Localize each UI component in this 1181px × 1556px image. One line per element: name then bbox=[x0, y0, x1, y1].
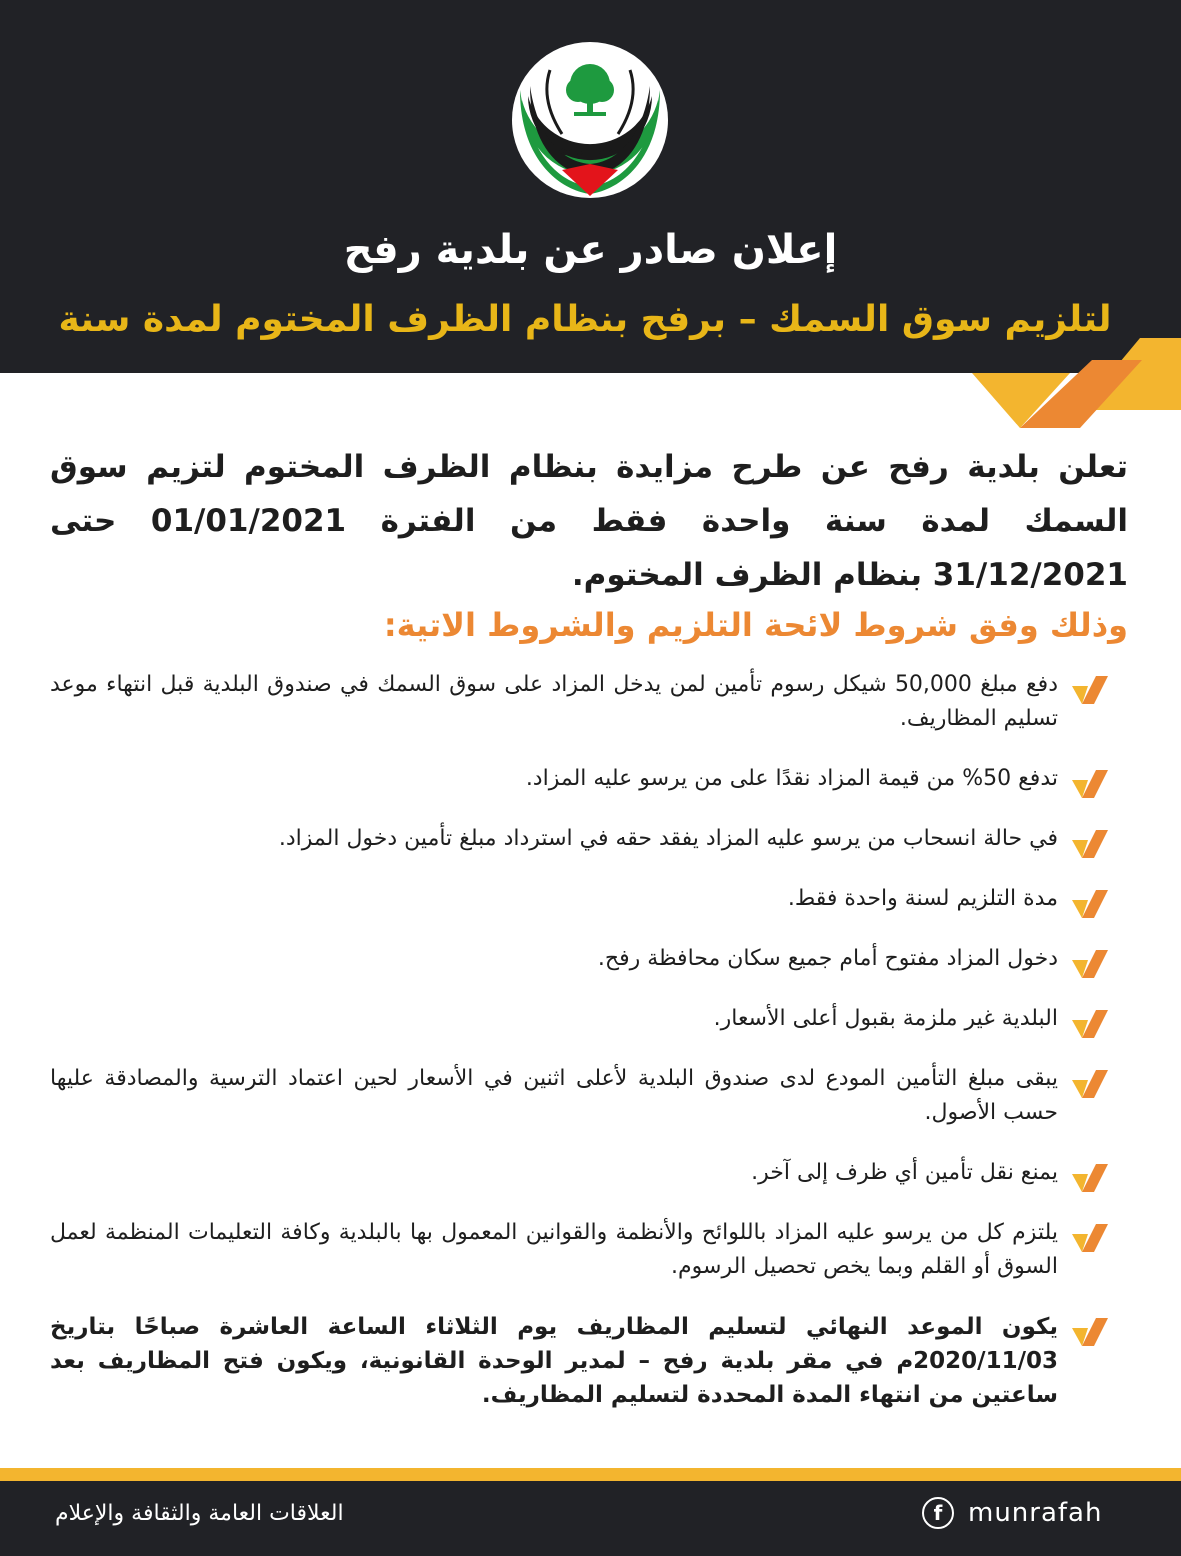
announcement-intro: تعلن بلدية رفح عن طرح مزايدة بنظام الظرف المختوم لتزيم سوق السمك لمدة سنة واحدة فقط من الفترة 01/01/2021 حتى 31/12/2021 بنظام الظرف المختوم. bbox=[50, 449, 1128, 593]
condition-item bbox=[50, 942, 1128, 976]
checkmark-icon bbox=[1072, 890, 1108, 918]
rafah-municipality-logo-icon bbox=[500, 40, 680, 200]
condition-item bbox=[50, 1062, 1128, 1130]
checkmark-icon bbox=[1072, 1070, 1108, 1098]
condition-text: دخول المزاد مفتوح أمام جميع سكان محافظة رفح. bbox=[597, 946, 1058, 971]
checkmark-icon bbox=[1072, 1164, 1108, 1192]
checkmark-icon bbox=[1072, 770, 1108, 798]
footer bbox=[0, 1481, 1181, 1556]
checkmark-icon bbox=[1072, 676, 1108, 704]
condition-text: البلدية غير ملزمة بقبول أعلى الأسعار. bbox=[713, 1006, 1058, 1031]
condition-item bbox=[50, 822, 1128, 856]
facebook-handle: munrafah bbox=[968, 1498, 1103, 1528]
conditions-list bbox=[50, 668, 1128, 1438]
condition-item-deadline bbox=[50, 1310, 1128, 1412]
decorative-stripes-icon bbox=[910, 338, 1181, 428]
condition-item bbox=[50, 882, 1128, 916]
condition-text: مدة التلزيم لسنة واحدة فقط. bbox=[787, 886, 1058, 911]
condition-text: يكون الموعد النهائي لتسليم المظاريف يوم الثلاثاء الساعة العاشرة صباحًا بتاريخ 2020/11/03م في مقر بلدية رفح – لمدير الوحدة القانونية، ويكون فتح المظاريف بعد ساعتين من انتهاء المدة المحددة لتسليم المظاريف. bbox=[50, 1314, 1058, 1408]
page-subtitle: لتلزيم سوق السمك – برفح بنظام الظرف المختوم لمدة سنة bbox=[58, 299, 1112, 340]
checkmark-icon bbox=[1072, 950, 1108, 978]
department-name: العلاقات العامة والثقافة والإعلام bbox=[55, 1501, 344, 1526]
page-title: إعلان صادر عن بلدية رفح bbox=[343, 227, 838, 273]
checkmark-icon bbox=[1072, 830, 1108, 858]
checkmark-icon bbox=[1072, 1318, 1108, 1346]
condition-text: يلتزم كل من يرسو عليه المزاد باللوائح والأنظمة والقوانين المعمول بها بالبلدية وكافة التعليمات المنظمة لعمل السوق أو القلم وبما يخص تحصيل الرسوم. bbox=[50, 1220, 1058, 1279]
condition-item bbox=[50, 1216, 1128, 1284]
condition-item bbox=[50, 1156, 1128, 1190]
condition-text: تدفع 50% من قيمة المزاد نقدًا على من يرسو عليه المزاد. bbox=[525, 766, 1058, 791]
facebook-icon: f bbox=[922, 1497, 954, 1529]
condition-text: في حالة انسحاب من يرسو عليه المزاد يفقد حقه في استرداد مبلغ تأمين دخول المزاد. bbox=[278, 826, 1058, 851]
condition-text: يمنع نقل تأمين أي ظرف إلى آخر. bbox=[751, 1160, 1058, 1185]
condition-text: دفع مبلغ 50,000 شيكل رسوم تأمين لمن يدخل المزاد على سوق السمك في صندوق البلدية قبل انتهاء موعد تسليم المظاريف. bbox=[50, 672, 1058, 731]
condition-item bbox=[50, 762, 1128, 796]
checkmark-icon bbox=[1072, 1224, 1108, 1252]
facebook-link[interactable] bbox=[922, 1497, 1102, 1529]
conditions-heading: وذلك وفق شروط لائحة التلزيم والشروط الاتية: bbox=[383, 606, 1128, 644]
footer-accent-band bbox=[0, 1468, 1181, 1481]
condition-text: يبقى مبلغ التأمين المودع لدى صندوق البلدية لأعلى اثنين في الأسعار لحين اعتماد الترسية والمصادقة عليها حسب الأصول. bbox=[50, 1066, 1058, 1125]
logo-caption: بلدية رفح bbox=[559, 141, 621, 156]
condition-item bbox=[50, 668, 1128, 736]
condition-item bbox=[50, 1002, 1128, 1036]
header-banner bbox=[0, 0, 1181, 373]
checkmark-icon bbox=[1072, 1010, 1108, 1038]
